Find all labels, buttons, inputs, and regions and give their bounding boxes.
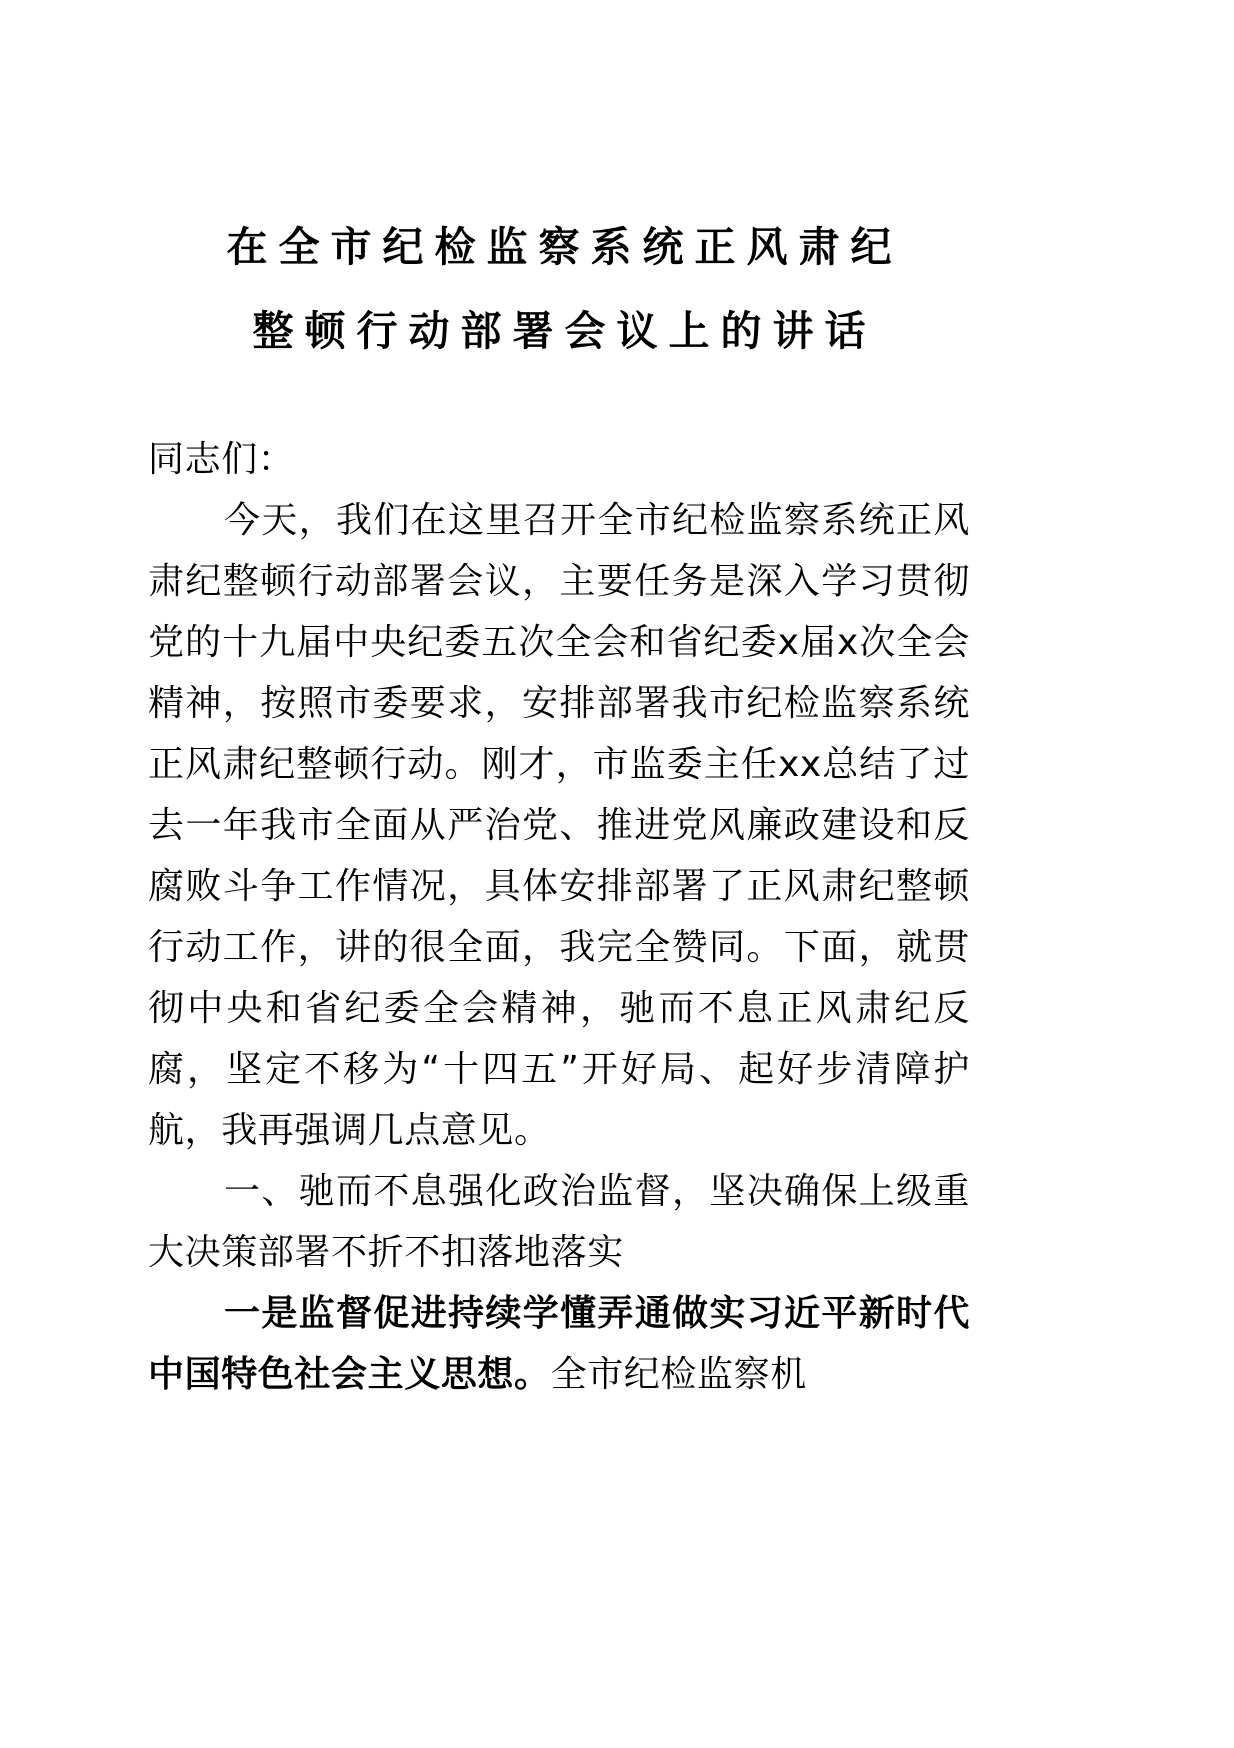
page-title xyxy=(148,0,970,373)
section-heading-1 xyxy=(148,1161,970,1283)
text-run: 今天，我们在这里召开全市纪检监察系统正风肃纪整顿行动部署会议，主要任务是深入学习贯彻党的十九届中央纪委五次全会和省纪委x届x次全会精神，按照市委要求，安排部署我市纪检监察系统正风肃纪整顿行动。刚才，市监委主任xx总结了过去一年我市全面从严治党、推进党风廉政建设和反腐败斗争工作情况，具体安排部署了正风肃纪整顿行动工作，讲的很全面，我完全赞同。下面，就贯彻中央和省纪委全会精神，驰而不息正风肃纪反腐，坚定不移为“十四五”开好局、起好步清障护航，我再强调几点意见。 xyxy=(148,500,970,1151)
paragraph-point-1 xyxy=(148,1283,970,1405)
text-run: 全市纪检监察机 xyxy=(550,1354,807,1395)
paragraph-opening xyxy=(148,490,970,1161)
emphasis-run: 一是监督促进持续学懂弄通做实习近平新时代中国特色社会主义思想。 xyxy=(148,1293,970,1395)
title-line-2: 整顿行动部署会议上的讲话 xyxy=(252,307,877,355)
document-body xyxy=(148,429,970,1405)
document-content xyxy=(148,0,970,1405)
salutation: 同志们： xyxy=(148,439,295,480)
title-line-1: 在全市纪检监察系统正风肃纪 xyxy=(226,223,903,271)
text-run: 一、驰而不息强化政治监督，坚决确保上级重大决策部署不折不扣落地落实 xyxy=(148,1171,970,1273)
